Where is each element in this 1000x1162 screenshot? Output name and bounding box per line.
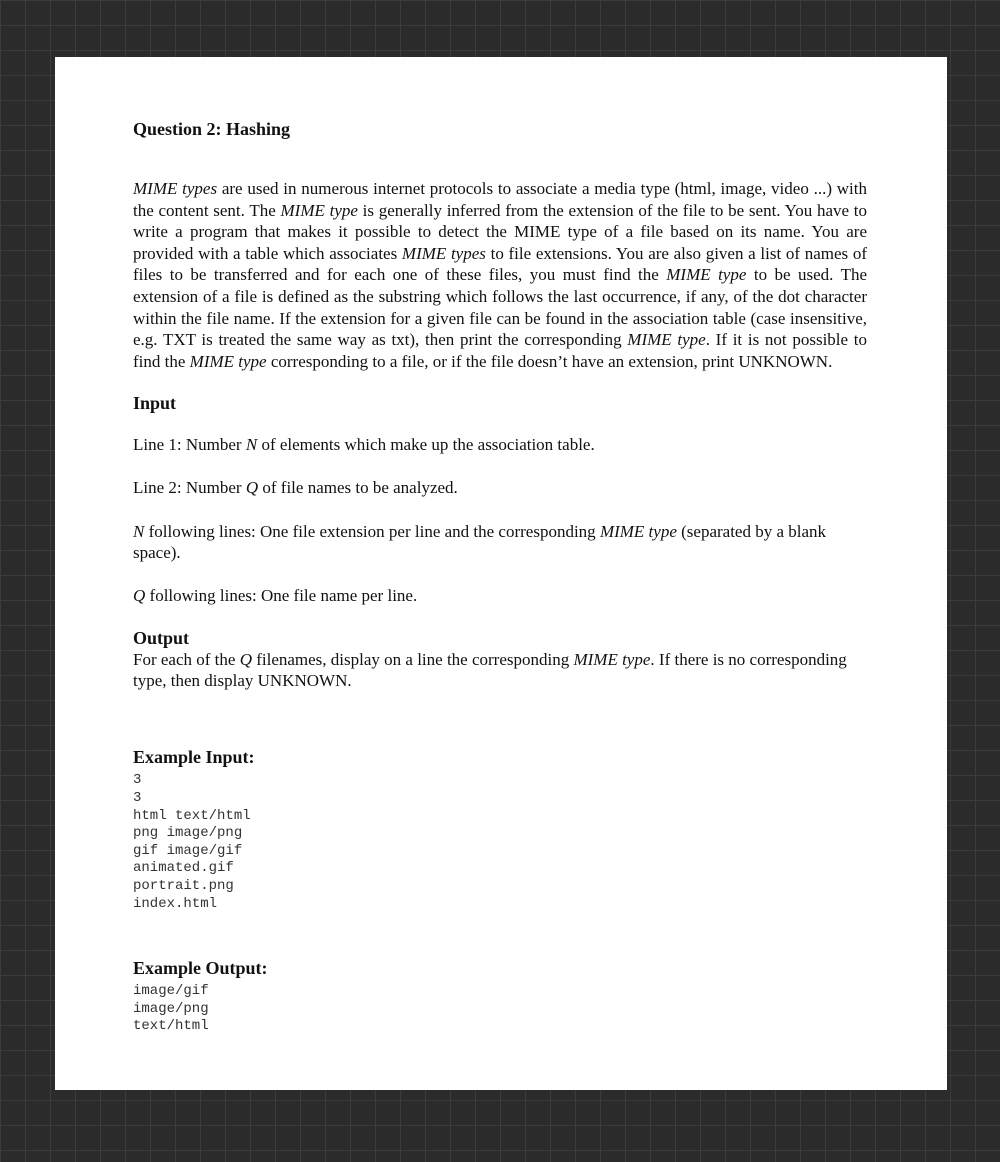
output-heading: Output	[133, 628, 190, 649]
example-input-line: gif image/gif	[133, 842, 243, 859]
description-paragraph: MIME types are used in numerous internet protocols to associate a media type (html, image, video ...) with the content sent. The MIME type is generally inferred from the extension of the file to be sent. You have to write a program that makes it possible to detect the MIME type of a file based on its name. You are provided with a table which associates MIME types to file extensions. You are also given a list of names of files to be transferred and for each one of these files, you must find the MIME type to be used. The extension of a file is defined as the substring which follows the last occurrence, if any, of the dot character within the file name. If the extension for a given file can be found in the association table (case insensitive, e.g. TXT is treated the same way as txt), then print the corresponding MIME type. If it is not possible to find the MIME type corresponding to a file, or if the file doesn’t have an extension, print UNKNOWN.	[133, 179, 868, 371]
example-input-line: portrait.png	[133, 877, 234, 894]
example-output-heading: Example Output:	[133, 958, 268, 979]
example-output-line: image/gif	[133, 983, 209, 1000]
example-input-heading: Example Input:	[133, 747, 255, 768]
example-input-line: animated.gif	[133, 860, 234, 877]
example-input-line: index.html	[133, 895, 218, 912]
example-input-line: 3	[133, 772, 142, 789]
example-output-line: image/png	[133, 1000, 209, 1017]
input-heading: Input	[133, 393, 177, 414]
question-title: Question 2: Hashing	[133, 119, 291, 139]
input-q-lines: Q following lines: One file name per line.	[133, 586, 418, 606]
example-output-block	[133, 983, 867, 1036]
output-description: For each of the Q filenames, display on a line the corresponding MIME type. If there is no corresponding type, then display UNKNOWN.	[133, 650, 847, 691]
example-input-block	[133, 772, 867, 913]
example-input-line: 3	[133, 789, 142, 806]
example-output-line: text/html	[133, 1018, 209, 1035]
example-input-line: png image/png	[133, 825, 243, 842]
document-page	[55, 57, 947, 1090]
input-n-lines: N following lines: One file extension per line and the corresponding MIME type (separated by a blank space).	[133, 522, 827, 563]
example-input-line: html text/html	[133, 807, 251, 824]
input-line-1: Line 1: Number N of elements which make up the association table.	[133, 435, 595, 455]
input-line-2: Line 2: Number Q of file names to be analyzed.	[133, 478, 458, 498]
